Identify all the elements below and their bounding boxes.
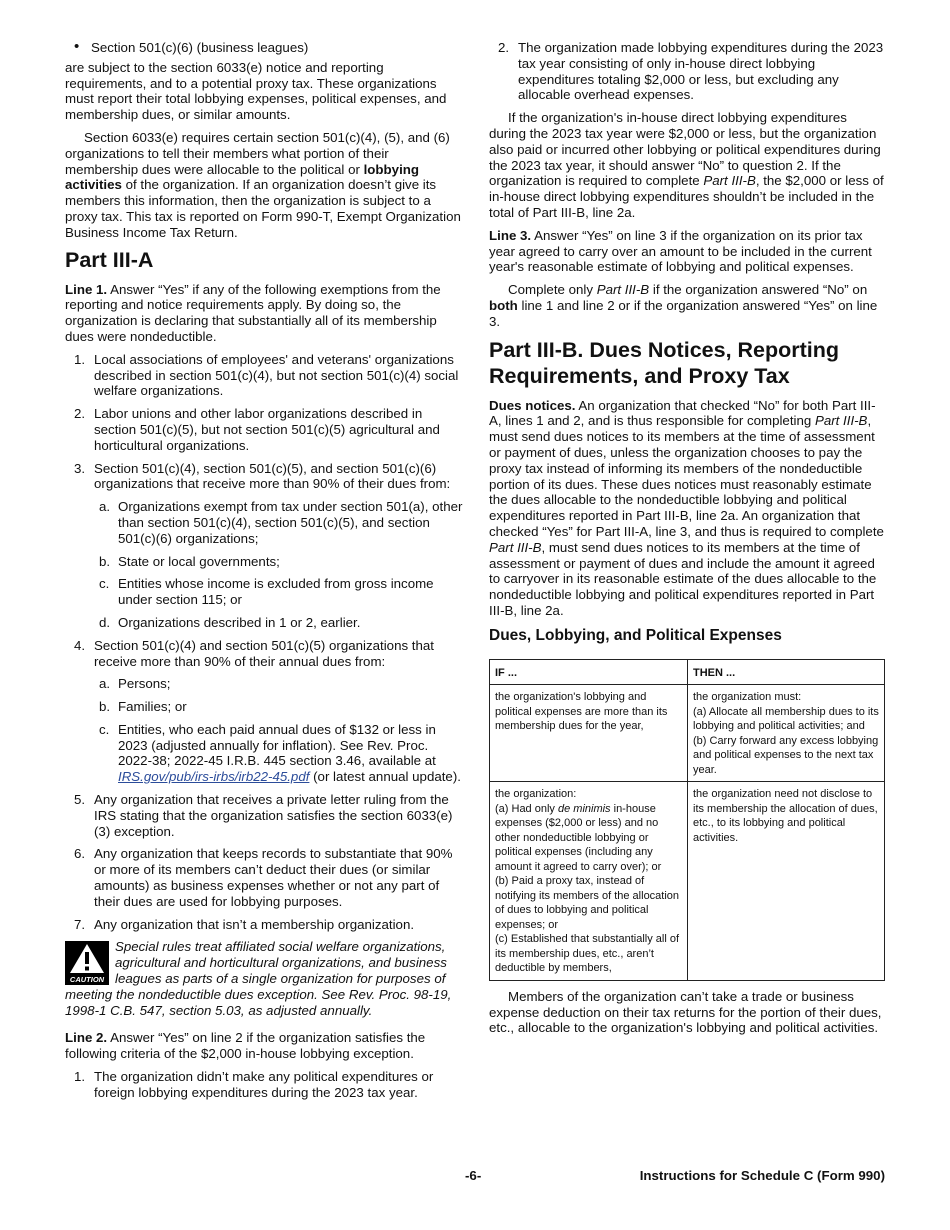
table-cell: the organization: (a) Had only de minimis in-house expenses ($2,000 or less) and no other nondeductible lobbying or political expenses (including any amount it agreed to carry over); or (b) Paid a proxy tax, instead of notifying its members of the allocation of dues to lobbying and political expenses; or (c) Established that substantially all of its membership dues, etc., aren’t deductible by members, <box>490 782 688 981</box>
list-item: 3. Section 501(c)(4), section 501(c)(5), and section 501(c)(6) organizations that receive more than 90% of their dues from: a. Organizations exempt from tax under section 501(a), other than section 501(c)(4), section 501(c)(5), and section 501(c)(6) organizations; b. State or local governments; c. Entities whose income is excluded from gross income under section 115; or d. Organizations described in 1 or 2, earlier. <box>74 460 463 630</box>
closing-paragraph: Members of the organization can’t take a trade or business expense deduction on their tax returns for the portion of their dues, etc., allocable to the organization's lobbying and political activities. <box>489 988 882 1036</box>
table-header-then: THEN ... <box>688 659 885 685</box>
caution-icon <box>65 941 109 985</box>
list-item: 2. Labor unions and other labor organizations described in section 501(c)(5), but not section 501(c)(5) agricultural and horticultural organizations. <box>74 406 440 453</box>
table-cell: the organization must: (a) Allocate all membership dues to its lobbying and political activities; and (b) Carry forward any excess lobbying and political expenses to the next tax year. <box>688 685 885 782</box>
table-row <box>490 782 885 981</box>
line2-paragraph: Line 2. Answer “Yes” on line 2 if the organization satisfies the following criteria of the $2,000 in-house lobbying exception. <box>65 1030 426 1062</box>
line3-paragraph: Line 3. Answer “Yes” on line 3 if the organization on its prior tax year agreed to carry over an amount to be included in the current year's reasonable estimate of lobbying and political expenses. <box>489 227 872 275</box>
sub-list-item: c. Entities whose income is excluded from gross income under section 115; or <box>99 576 434 608</box>
sub-list <box>94 676 463 785</box>
list-item: 1. The organization didn’t make any political expenditures or foreign lobbying expenditures during the 2023 tax year. <box>74 1069 434 1100</box>
sub-list-item: d. Organizations described in 1 or 2, earlier. <box>99 614 361 630</box>
table-row <box>490 685 885 782</box>
section-heading-part-iii-b: Part III-B. Dues Notices, Reporting Requirements, and Proxy Tax <box>489 337 840 388</box>
list-item: 6. Any organization that keeps records to substantiate that 90% or more of its members can’t deduct their dues (or similar amounts) as business expenses whether or not any part of their dues are used for lobbying purposes. <box>74 846 453 909</box>
sub-list-item: a. Organizations exempt from tax under section 501(a), other than section 501(c)(4), section 501(c)(5), and section 501(c)(6) organizations; <box>99 499 463 546</box>
table-heading: Dues, Lobbying, and Political Expenses <box>489 626 782 644</box>
sub-list-item: a. Persons; <box>99 676 171 692</box>
sub-list-item: b. Families; or <box>99 699 187 715</box>
sub-list-item: c. Entities, who each paid annual dues of $132 or less in 2023 (adjusted annually for inflation). See Rev. Proc. 2022-38; 2022-45 I.R.B. 445 section 3.46, available at IRS.gov/pub/irs-irbs/irb22-45.pdf (or latest annual update). <box>99 721 461 785</box>
list-item: 7. Any organization that isn’t a membership organization. <box>74 916 415 932</box>
line1-paragraph: Line 1. Answer “Yes” if any of the following exemptions from the reporting and notice requirements apply. By doing so, the organization is declaring that substantially all of its membership dues were nondeductible. <box>65 281 441 344</box>
right-column <box>489 40 885 1043</box>
sub-list <box>94 499 463 631</box>
caution-note: CAUTION Special rules treat affiliated social welfare organizations, agricultural and horticultural organizations, and business leagues as parts of a single organization for purposes of meeting the nondeductible dues exception. See Rev. Proc. 98-19, 1998-1 C.B. 547, section 5.03, as adjusted annually. <box>65 939 452 1018</box>
dues-table <box>489 659 885 981</box>
list-item: 5. Any organization that receives a private letter ruling from the IRS stating that the organization satisfies the section 6033(e)(3) exception. <box>74 792 453 839</box>
caution-label: CAUTION <box>69 975 105 985</box>
list-item: 1. Local associations of employees' and veterans' organizations described in section 501(c)(4), but not section 501(c)(4) social welfare organizations. <box>74 351 459 399</box>
section-heading-part-iii-a: Part III-A <box>65 247 154 272</box>
bullet-list <box>65 40 463 56</box>
left-column <box>65 40 463 1108</box>
list-item: 4. Section 501(c)(4) and section 501(c)(5) organizations that receive more than 90% of their annual dues from: a. Persons; b. Families; or c. Entities, who each paid annual dues of $132 or less in 2023 (adjusted annually for inflation). See Rev. Proc. 2022-38; 2022-45 I.R.B. 445 section 3.46, available at IRS.gov/pub/irs-irbs/irb22-45.pdf (or latest annual update). <box>65 638 463 785</box>
bullet-item: • Section 501(c)(6) (business leagues) <box>65 40 463 56</box>
line2-criteria-list-continued <box>489 40 885 103</box>
list-item: 2. The organization made lobbying expenditures during the 2023 tax year consisting of only in-house direct lobbying expenditures totaling $2,000 or less, but excluding any allocable overhead expenses. <box>498 40 884 103</box>
table-cell: the organization's lobbying and political expenses are more than its membership dues for the year, <box>490 685 688 782</box>
exemptions-list <box>65 352 463 933</box>
document-title: Instructions for Schedule C (Form 990) <box>639 1168 885 1183</box>
paragraph: are subject to the section 6033(e) notice and reporting requirements, and to a potential proxy tax. These organizations must report their total lobbying expenses, political expenses, and membership dues, or similar amounts. <box>65 59 447 123</box>
table-cell: the organization need not disclose to its membership the allocation of dues, etc., to its lobbying and political activities. <box>688 782 885 981</box>
paragraph: Section 6033(e) requires certain section 501(c)(4), (5), and (6) organizations to tell their members what portion of their membership dues were allocable to the political or lobbying activities of the organization. If an organization doesn’t give its members this information, then the organization is subject to a proxy tax. This tax is reported on Form 990-T, Exempt Organization Business Income Tax Return. <box>65 129 461 240</box>
dues-notices-paragraph: Dues notices. An organization that checked “No” for both Part III-A, lines 1 and 2, and is thus responsible for completing Part III-B, must send dues notices to its members at the time of assessment or payment of dues, unless the organization chooses to pay the proxy tax instead of informing its members of the nondeductible portion of its dues. These dues notices must reasonably estimate the dues allocable to the nondeductible lobbying and political expenditures reported in Part III-B, line 2a. An organization that checked “Yes” for Part III-A, line 3, and thus is required to complete Part III-B, must send dues notices to its members at the time of assessment or payment of dues and include the amount it agreed to carryover in its reasonable estimate of the dues allocable to the nondeductible lobbying and political expenditures reported in Part III-B, line 2a. <box>489 397 884 618</box>
page-number: -6- <box>465 1168 482 1183</box>
irb-pdf-link[interactable]: IRS.gov/pub/irs-irbs/irb22-45.pdf <box>118 769 310 785</box>
sub-list-item: b. State or local governments; <box>99 553 280 569</box>
line2-criteria-list <box>65 1069 463 1101</box>
paragraph: If the organization's in-house direct lobbying expenditures during the 2023 tax year were $2,000 or less, but the organization also paid or incurred other lobbying or political expenditures during the 2023 tax year, it should answer “No” to question 2. If the organization is required to complete Part III-B, the $2,000 or less of in-house direct lobbying expenditures shouldn’t be included in the total of Part III-B, line 2a. <box>489 110 884 220</box>
paragraph: Complete only Part III-B if the organization answered “No” on both line 1 and line 2 or if the organization answered “Yes” on line 3. <box>489 282 878 329</box>
table-header-row <box>490 659 885 685</box>
table-header-if: IF ... <box>490 659 688 685</box>
